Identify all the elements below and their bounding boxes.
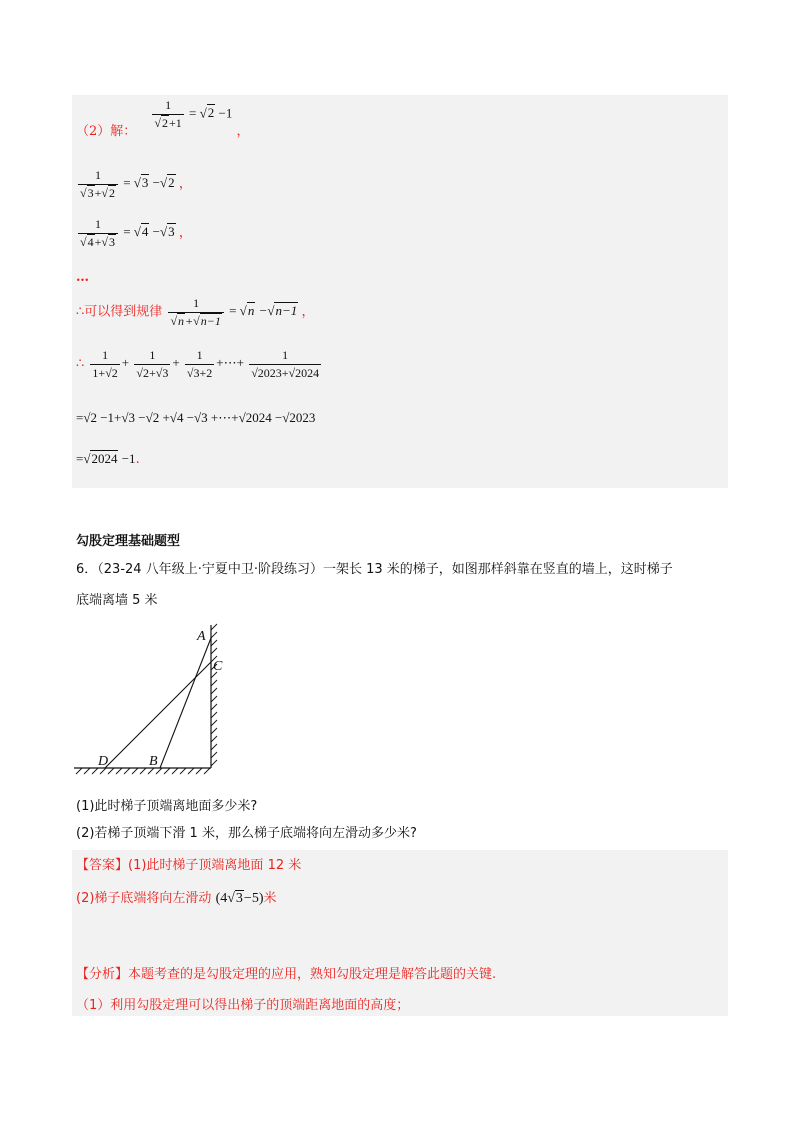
analysis-line-1: （1）利用勾股定理可以得出梯子的顶端距离地面的高度； (76, 998, 410, 1013)
part2-prefix: （2）解： (76, 124, 137, 139)
answer-line-2: (2)梯子底端将向左滑动 (4√3−5)米 (76, 891, 277, 906)
solution-final-line: =√2024 −1. (76, 451, 140, 467)
sum-eq: $\frac{1}{1+√2}$ + $\frac{1}{√2+√3}$ + $\frac{1}{√3+2}$ +⋯+ $\frac{1}{√2023+√2024}$ (92, 348, 320, 380)
answer-line-1: 【答案】(1)此时梯子顶端离地面 12 米 (76, 858, 302, 873)
solution-line-1: （2）解： $\frac{1}{√2+1}$ = √2 −1 ， (76, 98, 250, 139)
problem-line-1: 6．（23-24 八年级上·宁夏中卫·阶段练习）一架长 13 米的梯子，如图那样斜靠在竖直的墙上，这时梯子 (76, 562, 673, 577)
analysis-line: 【分析】本题考查的是勾股定理的应用，熟知勾股定理是解答此题的关键. (76, 967, 497, 982)
rule-eq: $\frac{1}{√n+√n-1}$ = √n −√n−1 (170, 296, 298, 328)
solution-sum-line: ∴ $\frac{1}{1+√2}$ + $\frac{1}{√2+√3}$ + $\frac{1}{√3+2}$ +⋯+ $\frac{1}{√2023+√2024}$ (76, 348, 323, 381)
ladder-dc (105, 662, 211, 768)
problem-line-2: 底端离墙 5 米 (76, 593, 158, 608)
ladder-figure (72, 620, 232, 775)
section-heading: 勾股定理基础题型 (76, 534, 181, 549)
label-c: C (213, 659, 223, 674)
label-b: B (149, 754, 158, 769)
eq-b: $\frac{1}{√3+√2}$ = √3 −√2 (80, 168, 175, 200)
solution-box (72, 95, 728, 488)
ladder-ab (160, 638, 211, 768)
eq-a: $\frac{1}{√2+1}$ = √2 −1 (154, 98, 233, 130)
answer-expr: (4√3−5) (215, 891, 264, 906)
answer-box (72, 850, 728, 1016)
label-d: D (98, 754, 109, 769)
analysis-tag: 【分析】 (76, 967, 129, 982)
ellipsis: … (76, 270, 89, 285)
eq-a-frac: $\frac{1}{√2+1}$ (154, 98, 182, 130)
question-2: (2)若梯子顶端下滑 1 米，那么梯子底端将向左滑动多少米? (76, 826, 417, 841)
solution-rule-line: ∴可以得到规律 $\frac{1}{√n+√n-1}$ = √n −√n−1 ， (76, 296, 315, 328)
solution-expand-line: =√2 −1+√3 −√2 +√4 −√3 +⋯+√2024 −√2023 (76, 410, 316, 425)
question-1: (1)此时梯子顶端离地面多少米? (76, 799, 258, 814)
solution-line-2: $\frac{1}{√3+√2}$ = √3 −√2 ， (76, 168, 192, 201)
eq-c: $\frac{1}{√4+√3}$ = √4 −√3 (80, 217, 175, 249)
label-a: A (197, 629, 206, 644)
solution-line-3: $\frac{1}{√4+√3}$ = √4 −√3 ， (76, 217, 192, 250)
answer-tag: 【答案】 (76, 858, 129, 873)
